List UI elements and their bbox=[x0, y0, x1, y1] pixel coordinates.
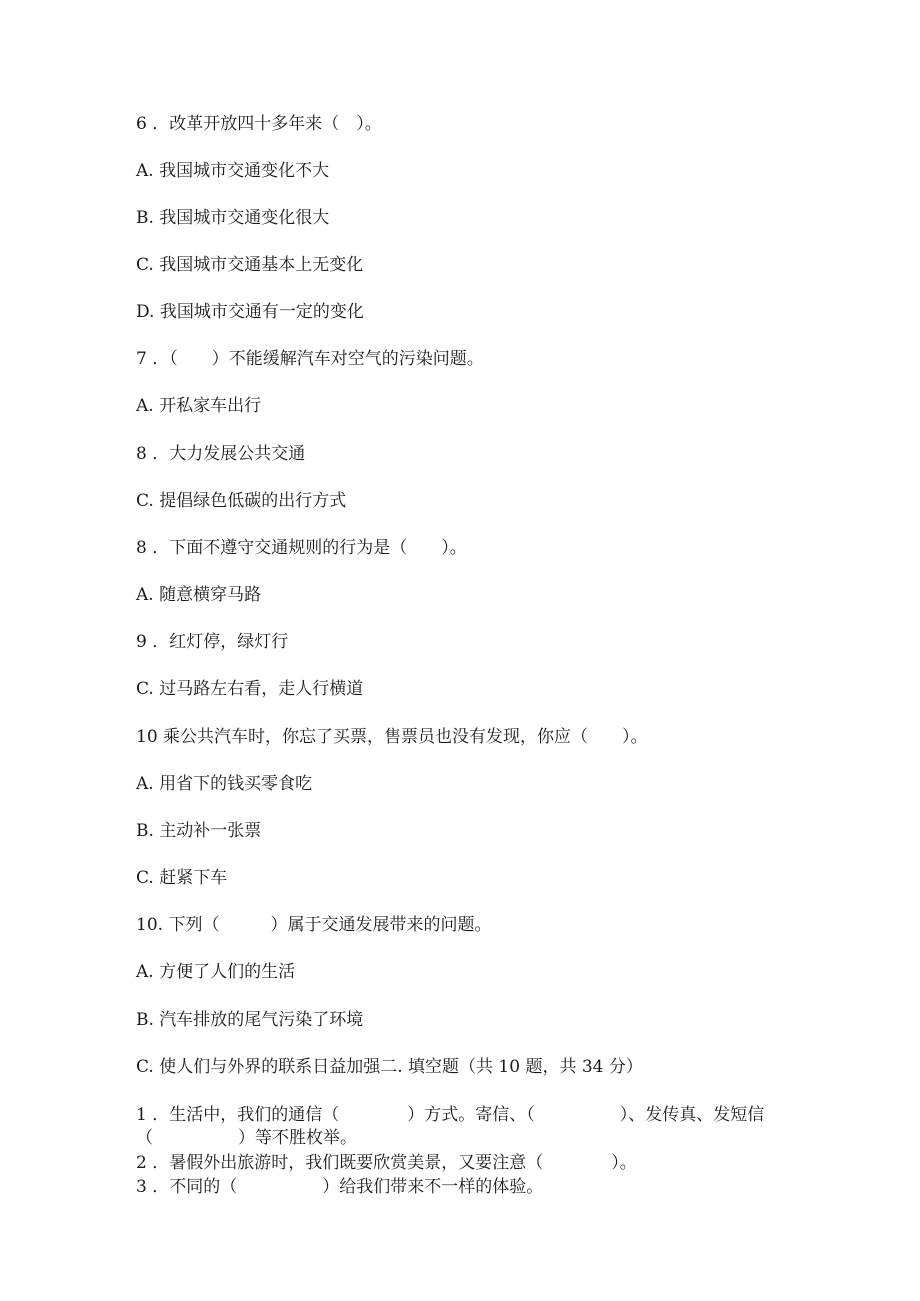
q7-option-a: A. 开私家车出行 bbox=[136, 396, 262, 416]
q8-option-b: 9 ．红灯停，绿灯行 bbox=[136, 632, 289, 652]
q10b-option-c-and-section-heading: C. 使人们与外界的联系日益加强二. 填空题（共 10 题，共 34 分） bbox=[136, 1057, 643, 1077]
q7-option-c: C. 提倡绿色低碳的出行方式 bbox=[136, 491, 347, 511]
q10a-option-c: C. 赶紧下车 bbox=[136, 868, 228, 888]
q6-option-c: C. 我国城市交通基本上无变化 bbox=[136, 255, 364, 275]
q6-option-d: D. 我国城市交通有一定的变化 bbox=[136, 302, 364, 322]
q10b-option-b: B. 汽车排放的尾气污染了环境 bbox=[136, 1010, 364, 1030]
question-10b-stem: 10. 下列（ ）属于交通发展带来的问题。 bbox=[136, 915, 492, 935]
fill-in-question-1: 1 ．生活中，我们的通信（ ）方式。寄信、（ ）、发传真、发短信（ ）等不胜枚举。 bbox=[136, 1105, 765, 1148]
fill-in-question-3: 3 ．不同的（ ）给我们带来不一样的体验。 bbox=[136, 1177, 544, 1197]
q6-option-b: B. 我国城市交通变化很大 bbox=[136, 208, 330, 228]
q7-option-b: 8 ．大力发展公共交通 bbox=[136, 444, 306, 464]
q10a-option-b: B. 主动补一张票 bbox=[136, 821, 262, 841]
question-8-stem: 8 ．下面不遵守交通规则的行为是（ ）。 bbox=[136, 538, 467, 558]
q8-option-c: C. 过马路左右看，走人行横道 bbox=[136, 679, 364, 699]
fill-in-question-2: 2 ．暑假外出旅游时，我们既要欣赏美景，又要注意（ ）。 bbox=[136, 1153, 637, 1173]
q10b-option-a: A. 方便了人们的生活 bbox=[136, 962, 296, 982]
q8-option-a: A. 随意横穿马路 bbox=[136, 585, 262, 605]
q6-option-a: A. 我国城市交通变化不大 bbox=[136, 161, 330, 181]
question-6-stem: 6 ．改革开放四十多年来（ ）。 bbox=[136, 114, 382, 134]
question-10a-stem: 10 乘公共汽车时，你忘了买票，售票员也没有发现，你应（ ）。 bbox=[136, 727, 648, 747]
q10a-option-a: A. 用省下的钱买零食吃 bbox=[136, 774, 313, 794]
question-7-stem: 7 ．（ ）不能缓解汽车对空气的污染问题。 bbox=[136, 349, 484, 369]
